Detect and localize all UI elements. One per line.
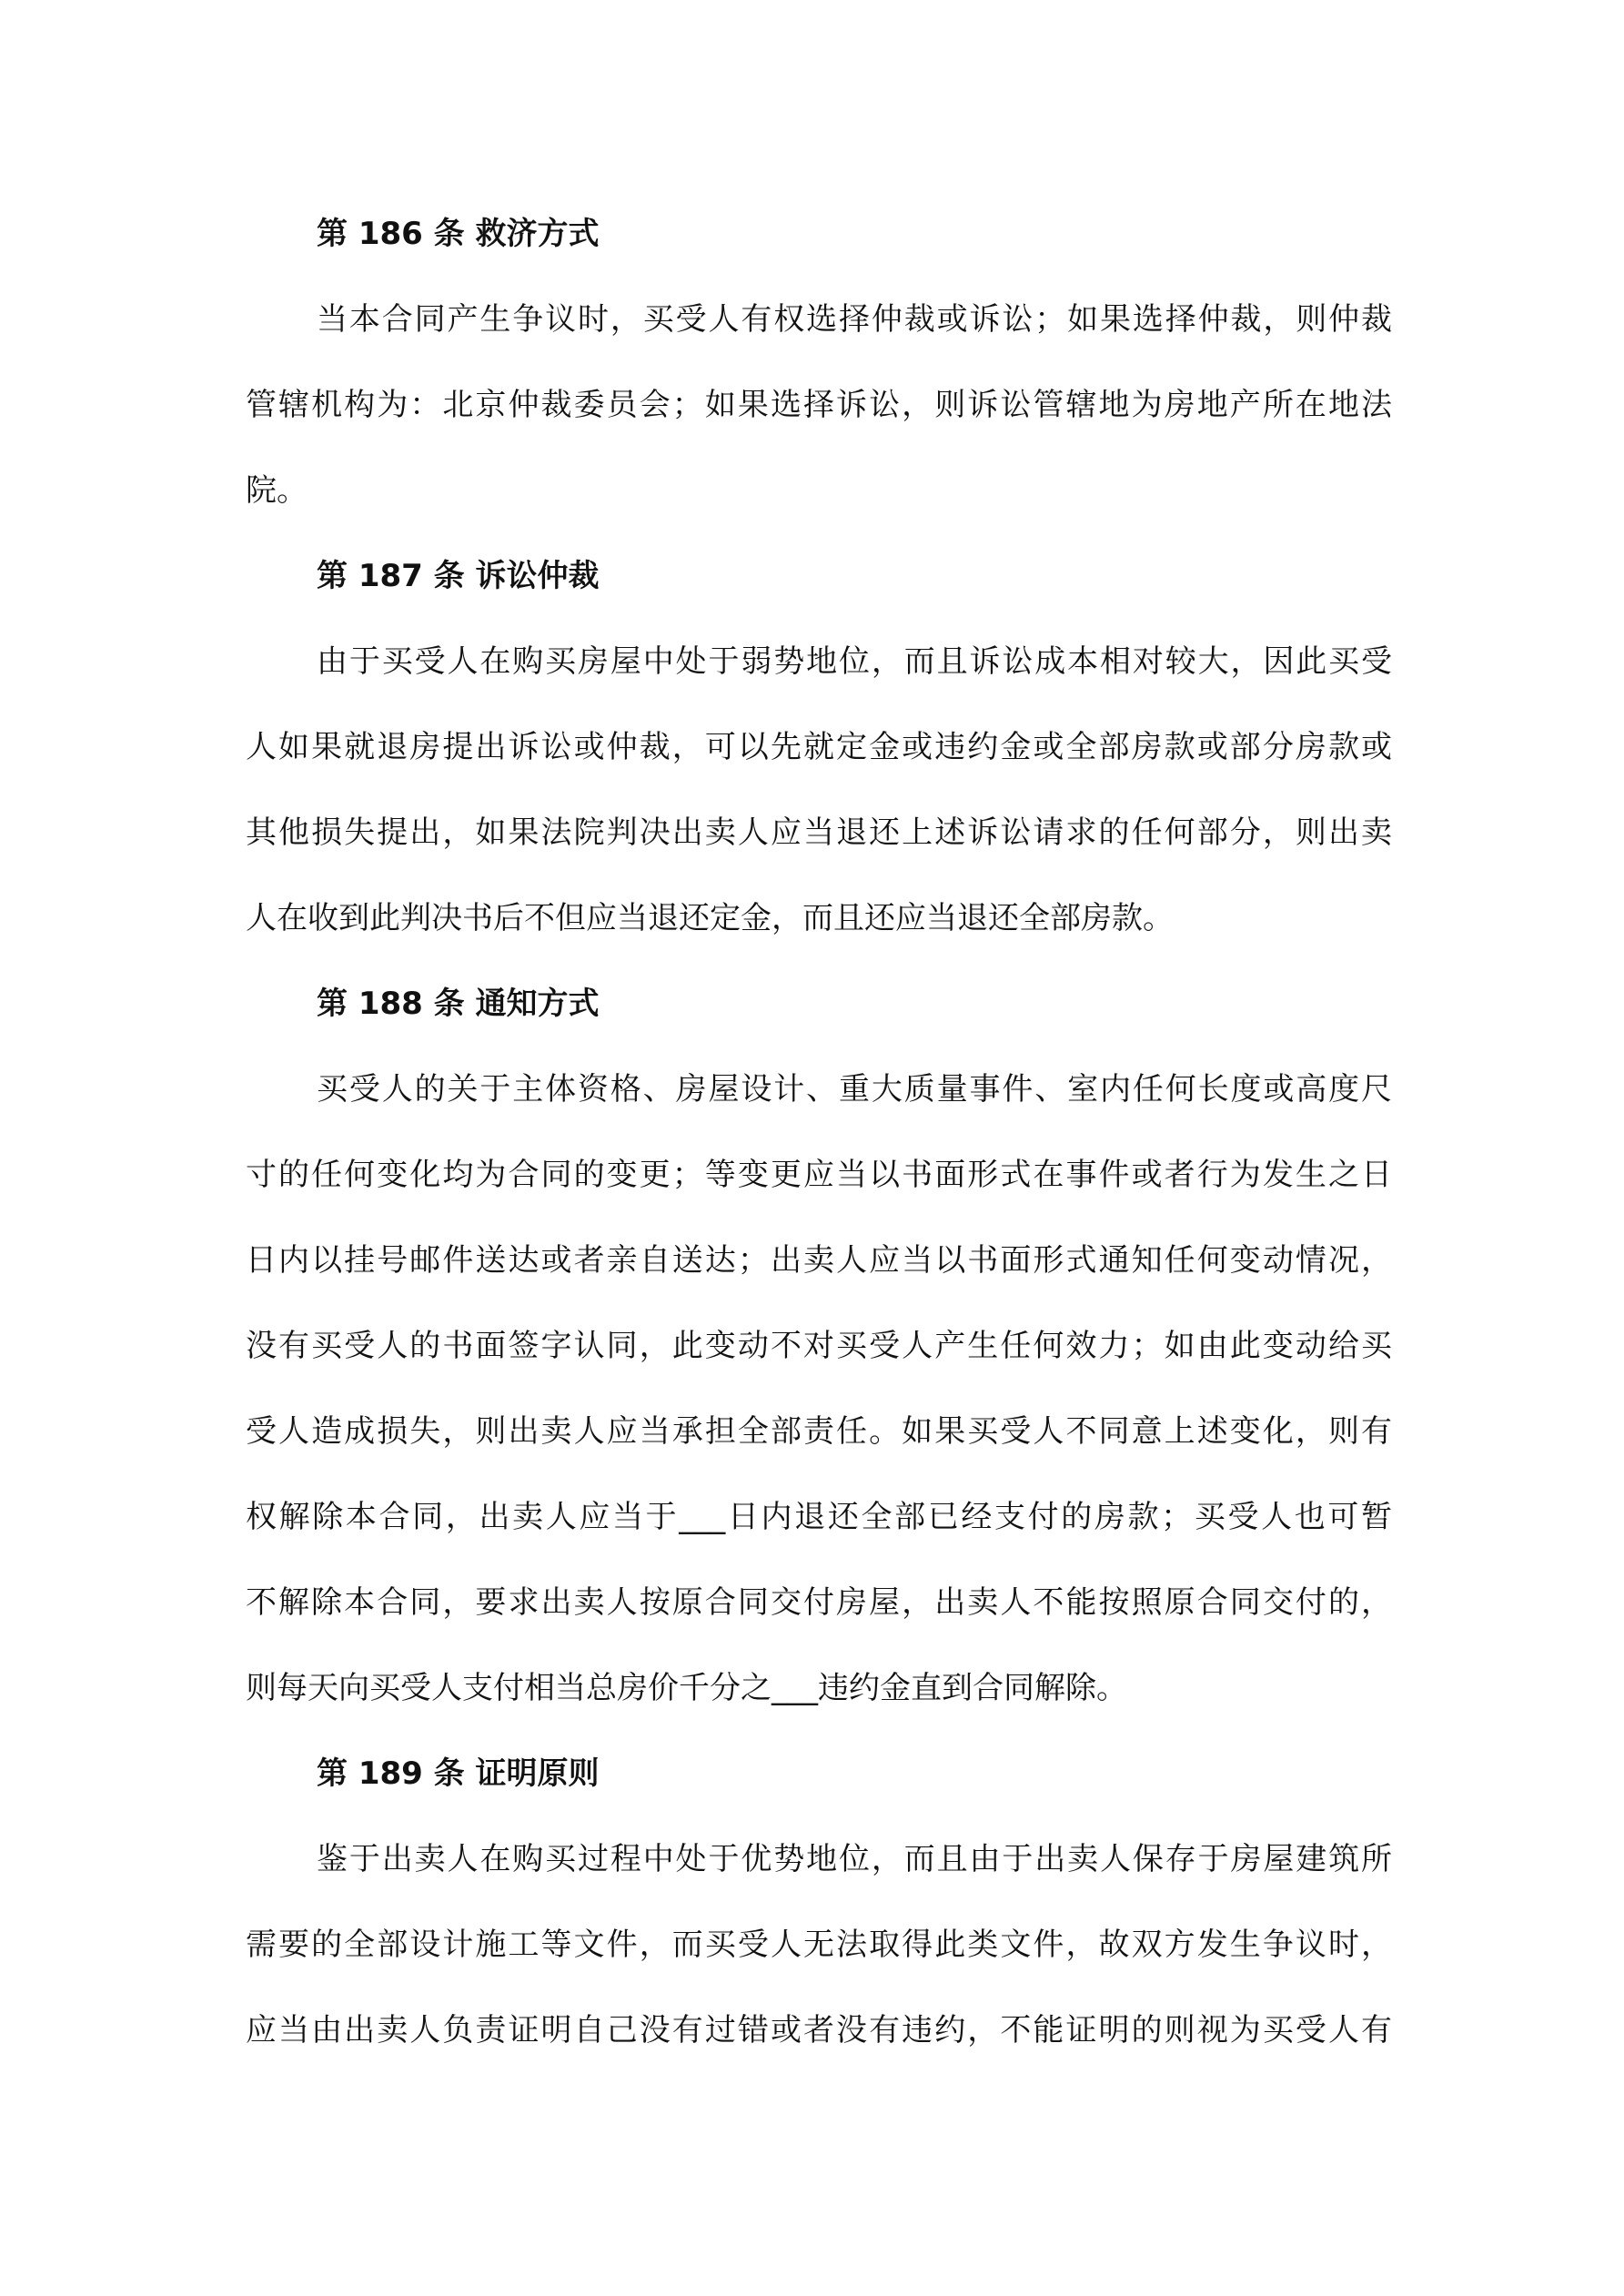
paragraph-line: 则每天向买受人支付相当总房价千分之___违约金直到合同解除。	[246, 1670, 1127, 1706]
article-189-paragraph	[246, 1816, 1392, 2073]
article-189-heading: 第 189 条 证明原则	[317, 1755, 600, 1792]
paragraph-line: 其他损失提出，如果法院判决出卖人应当退还上述诉讼请求的任何部分，则出卖	[246, 814, 1392, 851]
paragraph-line: 没有买受人的书面签字认同，此变动不对买受人产生任何效力；如由此变动给买	[246, 1328, 1392, 1364]
paragraph-line: 日内以挂号邮件送达或者亲自送达；出卖人应当以书面形式通知任何变动情况，	[246, 1242, 1392, 1279]
paragraph-line: 寸的任何变化均为合同的变更；等变更应当以书面形式在事件或者行为发生之日	[246, 1157, 1392, 1193]
paragraph-line: 鉴于出卖人在购买过程中处于优势地位，而且由于出卖人保存于房屋建筑所	[317, 1841, 1392, 1877]
paragraph-line: 人如果就退房提出诉讼或仲裁，可以先就定金或违约金或全部房款或部分房款或	[246, 729, 1392, 765]
paragraph-line: 不解除本合同，要求出卖人按原合同交付房屋，出卖人不能按照原合同交付的，	[246, 1584, 1392, 1621]
paragraph-line: 院。	[246, 472, 308, 509]
article-187-heading: 第 187 条 诉讼仲裁	[317, 558, 600, 594]
paragraph-line: 权解除本合同，出卖人应当于___日内退还全部已经支付的房款；买受人也可暂	[246, 1499, 1392, 1535]
article-187-paragraph	[246, 619, 1392, 961]
paragraph-line: 当本合同产生争议时，买受人有权选择仲裁或诉讼；如果选择仲裁，则仲裁	[317, 301, 1392, 338]
document-page	[246, 191, 1392, 2073]
article-188-heading: 第 188 条 通知方式	[317, 986, 600, 1022]
article-188-paragraph	[246, 1047, 1392, 1731]
article-186-heading: 第 186 条 救济方式	[317, 216, 600, 252]
article-186-paragraph	[246, 277, 1392, 533]
paragraph-line: 需要的全部设计施工等文件，而买受人无法取得此类文件，故双方发生争议时，	[246, 1927, 1392, 1963]
paragraph-line: 人在收到此判决书后不但应当退还定金，而且还应当退还全部房款。	[246, 900, 1174, 936]
paragraph-line: 由于买受人在购买房屋中处于弱势地位，而且诉讼成本相对较大，因此买受	[317, 643, 1392, 680]
paragraph-line: 应当由出卖人负责证明自己没有过错或者没有违约，不能证明的则视为买受人有	[246, 2012, 1392, 2048]
paragraph-line: 买受人的关于主体资格、房屋设计、重大质量事件、室内任何长度或高度尺	[317, 1071, 1392, 1108]
paragraph-line: 受人造成损失，则出卖人应当承担全部责任。如果买受人不同意上述变化，则有	[246, 1413, 1392, 1450]
paragraph-line: 管辖机构为：北京仲裁委员会；如果选择诉讼，则诉讼管辖地为房地产所在地法	[246, 387, 1392, 423]
